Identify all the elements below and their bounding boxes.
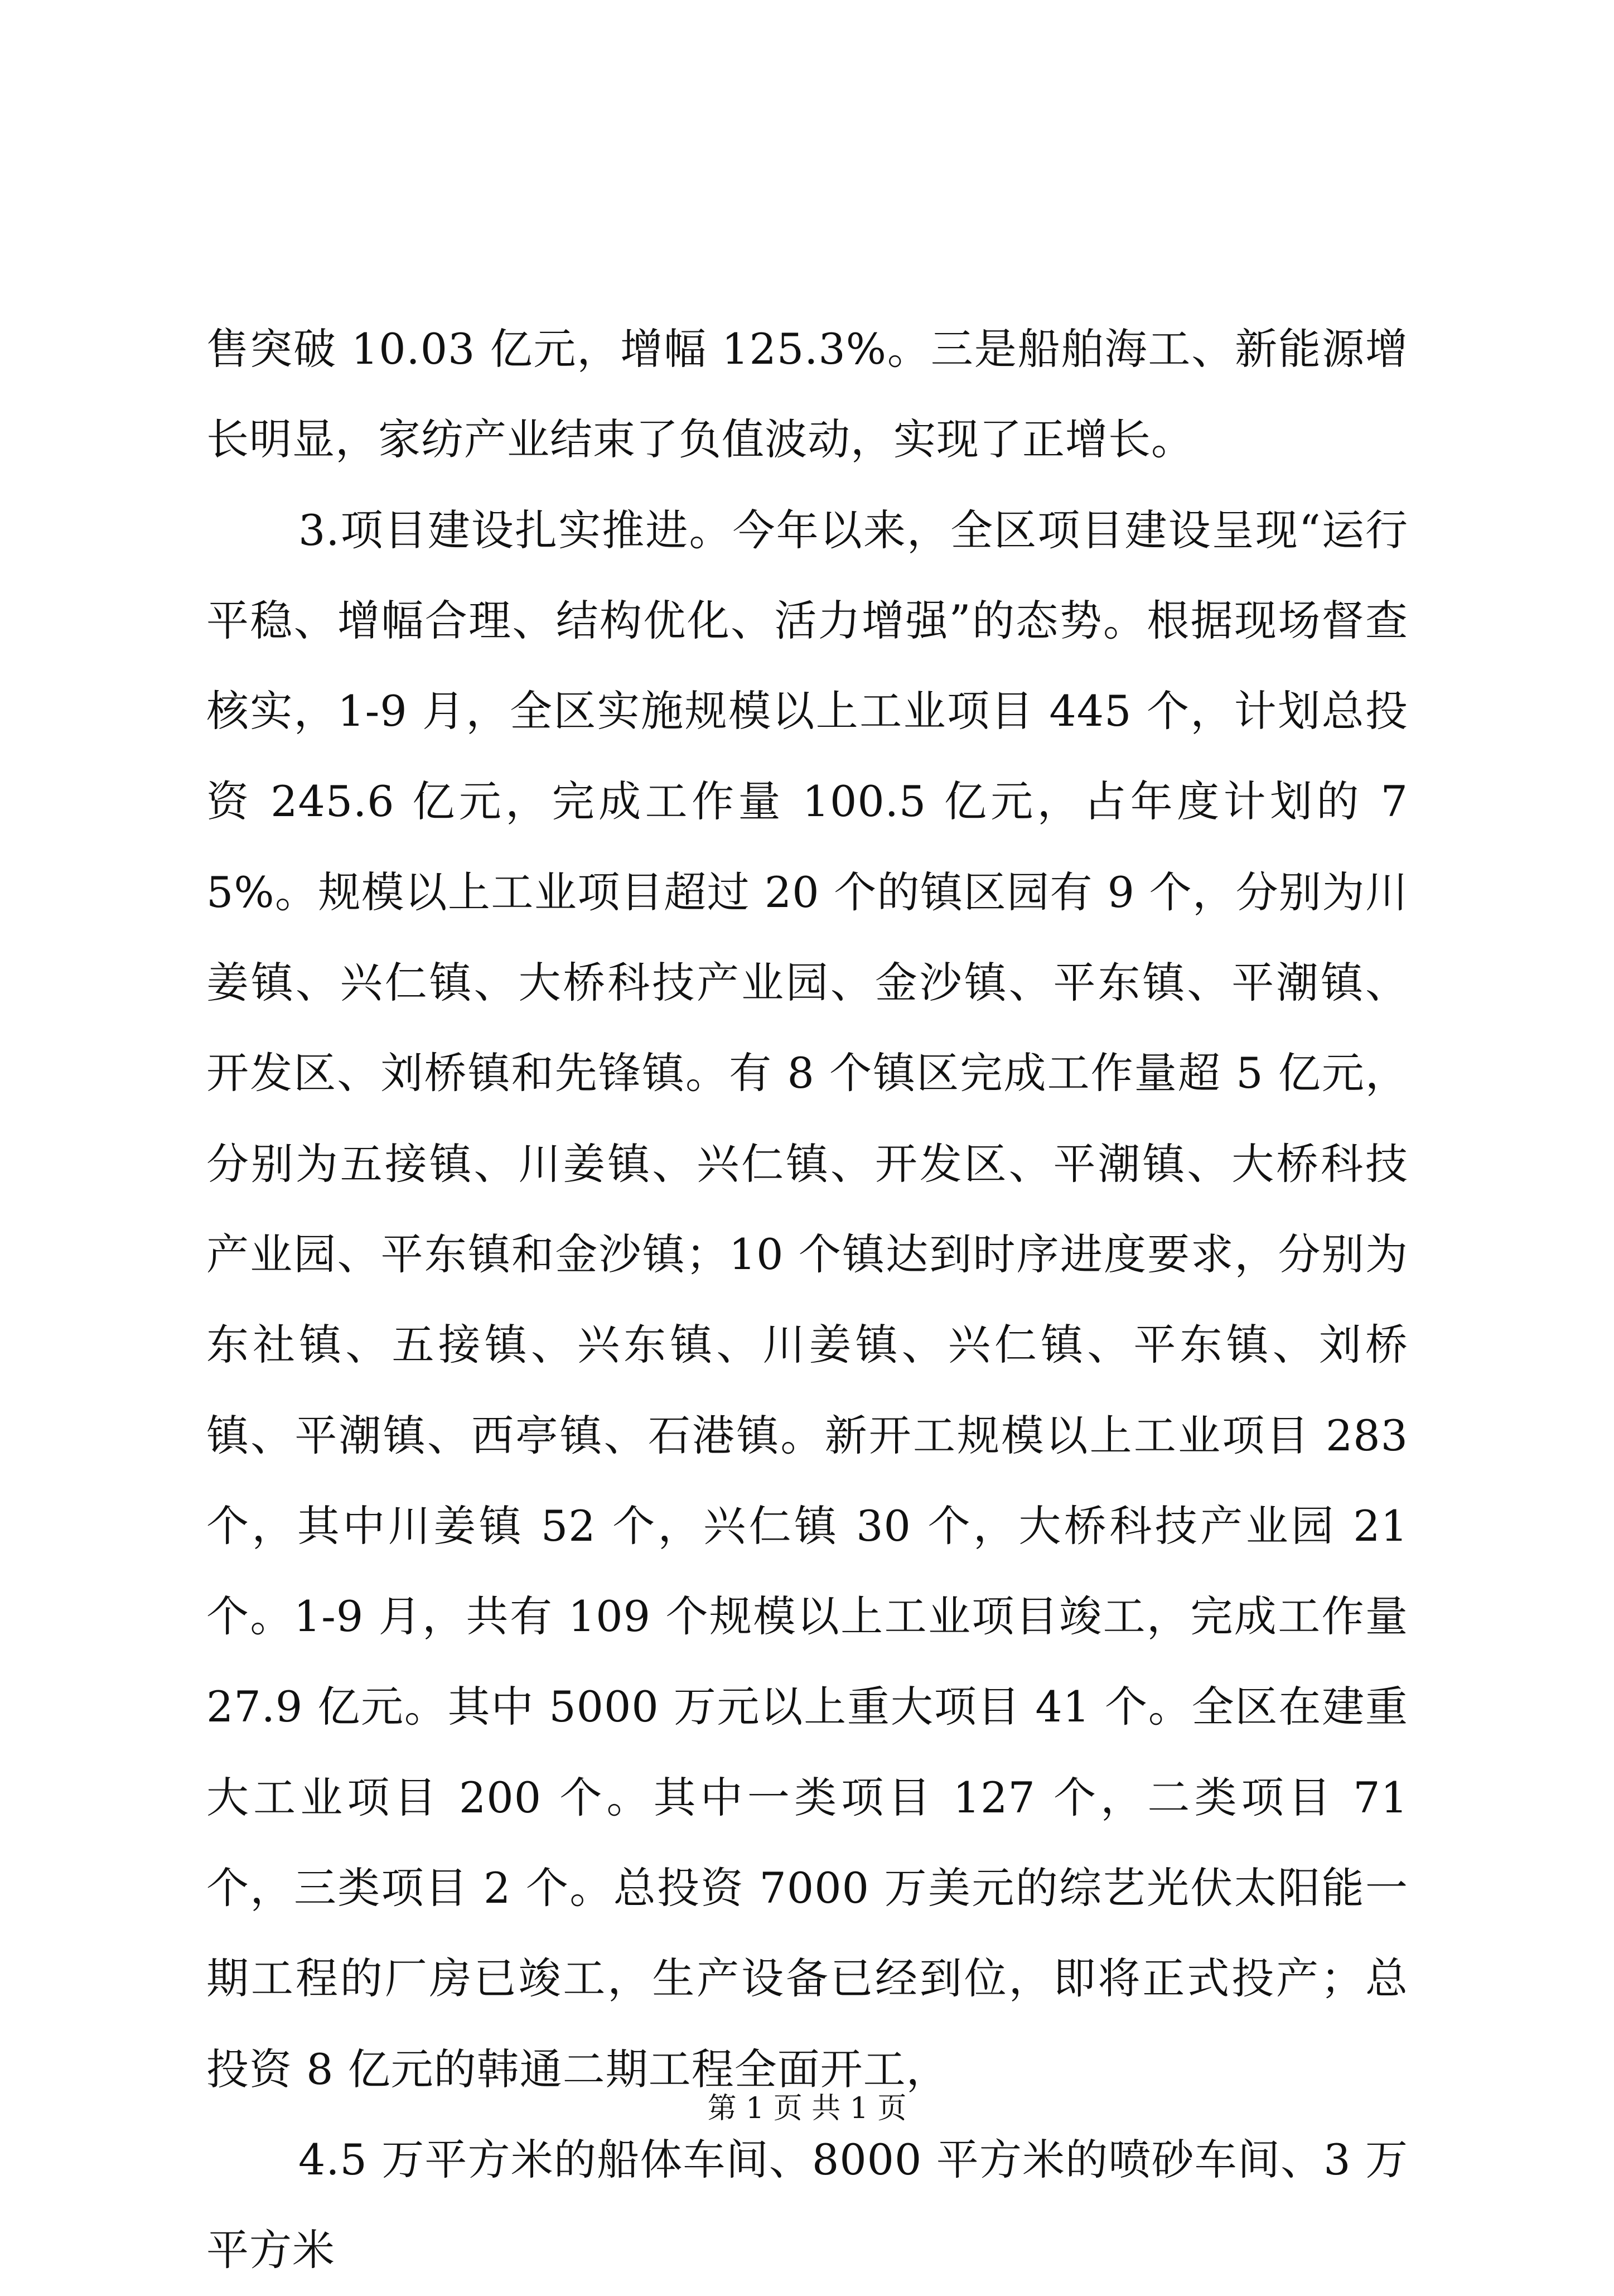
paragraph-workshop-area: 4.5 万平方米的船体车间、8000 平方米的喷砂车间、3 万平方米 xyxy=(206,2134,1408,2275)
document-body xyxy=(206,304,1408,2296)
paragraph-project-construction: 3.项目建设扎实推进。今年以来，全区项目建设呈现“运行平稳、增幅合理、结构优化、活力增强”的态势。根据现场督查核实，1-9 月，全区实施规模以上工业项目 445 个，计划总投资 245.6 亿元，完成工作量 100.5 亿元，占年度计划的 75%。规模以上工业项目超过 20 个的镇区园有 9 个，分别为川姜镇、兴仁镇、大桥科技产业园、金沙镇、平东镇、平潮镇、开发区、刘桥镇和先锋镇。有 8 个镇区完成工作量超 5 亿元，分别为五接镇、川姜镇、兴仁镇、开发区、平潮镇、大桥科技产业园、平东镇和金沙镇；10 个镇达到时序进度要求，分别为东社镇、五接镇、兴东镇、川姜镇、兴仁镇、平东镇、刘桥镇、平潮镇、西亭镇、石港镇。新开工规模以上工业项目 283 个，其中川姜镇 52 个，兴仁镇 30 个，大桥科技产业园 21 个。1-9 月，共有 109 个规模以上工业项目竣工，完成工作量 27.9 亿元。其中 5000 万元以上重大项目 41 个。全区在建重大工业项目 200 个。其中一类项目 127 个，二类项目 71 个，三类项目 2 个。总投资 7000 万美元的综艺光伏太阳能一期工程的厂房已竣工，生产设备已经到位，即将正式投产；总投资 8 亿元的韩通二期工程全面开工， xyxy=(206,505,1408,2094)
page-footer: 第 1 页 共 1 页 xyxy=(707,2092,907,2125)
paragraph-sales-growth: 售突破 10.03 亿元，增幅 125.3%。三是船舶海工、新能源增长明显，家纺产业结束了负值波动，实现了正增长。 xyxy=(206,324,1408,465)
